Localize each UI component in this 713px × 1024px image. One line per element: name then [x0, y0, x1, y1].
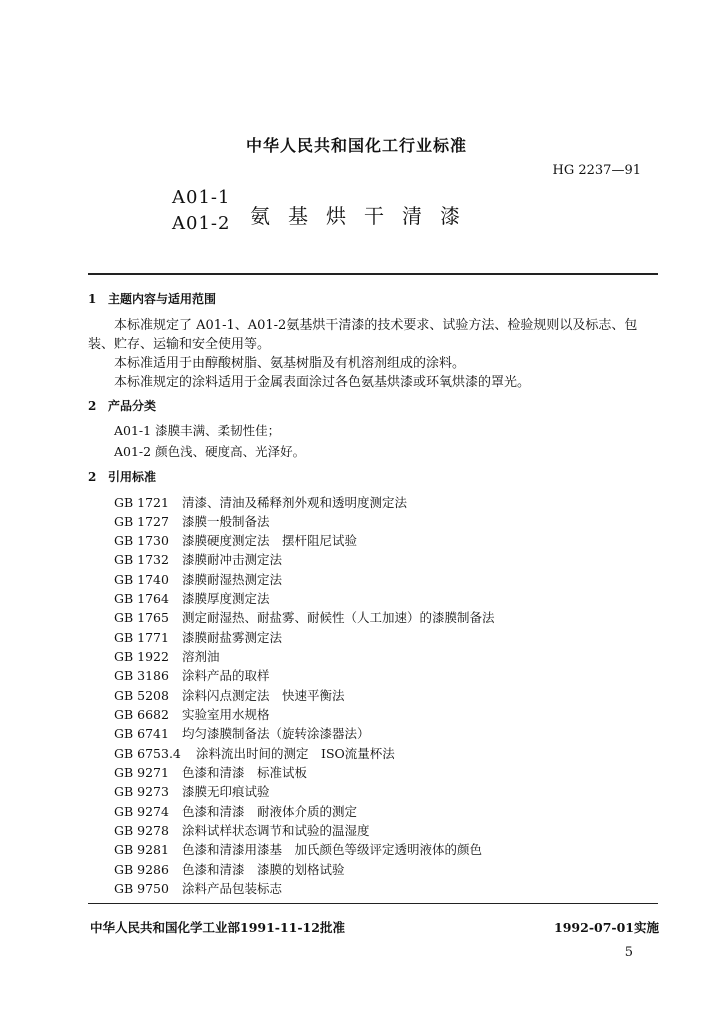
category-item: A01-1 漆膜丰满、柔韧性佳； [114, 423, 281, 438]
page-number: 5 [624, 945, 633, 960]
reference-row [114, 685, 345, 704]
reference-code: GB 9286 [114, 862, 169, 877]
reference-code: GB 9278 [114, 823, 169, 838]
reference-title: 溶剂油 [182, 649, 220, 664]
reference-row [114, 762, 307, 781]
reference-title: 漆膜耐湿热测定法 [182, 572, 283, 587]
reference-row [114, 492, 407, 511]
reference-code: GB 3186 [114, 668, 169, 683]
section-1-para-1-line-1: 本标准规定了 A01-1、A01-2氨基烘干清漆的技术要求、试验方法、检验规则以及标志、包 [114, 318, 638, 333]
reference-title: 涂料产品包装标志 [182, 881, 283, 896]
reference-title: 涂料闪点测定法 快速平衡法 [182, 688, 345, 703]
reference-code: GB 9273 [114, 784, 169, 799]
reference-title: 色漆和清漆 标准试板 [182, 765, 308, 780]
reference-title: 涂料流出时间的测定 ISO流量杯法 [196, 746, 395, 761]
top-rule [88, 273, 658, 275]
section-2-heading [88, 397, 156, 414]
section-1-para-2: 本标准适用于由醇酸树脂、氨基树脂及有机溶剂组成的涂料。 [114, 356, 466, 371]
section-3-heading [88, 468, 156, 485]
reference-title: 漆膜硬度测定法 摆杆阻尼试验 [182, 533, 358, 548]
reference-code: GB 1730 [114, 533, 169, 548]
reference-title: 均匀漆膜制备法（旋转涂漆器法） [182, 726, 370, 741]
product-code-2: A01-2 [172, 213, 231, 234]
section-title: 引用标准 [108, 470, 157, 484]
category-item: A01-2 颜色浅、硬度高、光泽好。 [114, 444, 306, 459]
reference-code: GB 5208 [114, 688, 169, 703]
header-title: 中华人民共和国化工行业标准 [245, 136, 467, 155]
reference-row [114, 530, 357, 549]
bottom-rule [88, 903, 658, 904]
reference-title: 漆膜无印痕试验 [182, 784, 270, 799]
reference-row [114, 743, 395, 762]
document-title: 氨基烘干清漆 [250, 204, 478, 228]
reference-title: 漆膜耐冲击测定法 [182, 552, 283, 567]
reference-code: GB 9750 [114, 881, 169, 896]
implementation-date: 1992-07-01实施 [554, 920, 659, 935]
reference-row [114, 627, 282, 646]
product-code-1: A01-1 [172, 187, 231, 208]
reference-title: 涂料产品的取样 [182, 668, 270, 683]
reference-title: 测定耐湿热、耐盐雾、耐候性（人工加速）的漆膜制备法 [182, 610, 495, 625]
reference-title: 漆膜耐盐雾测定法 [182, 630, 283, 645]
reference-row [114, 878, 282, 897]
section-title: 主题内容与适用范围 [108, 292, 217, 306]
reference-code: GB 6682 [114, 707, 169, 722]
reference-title: 清漆、清油及稀释剂外观和透明度测定法 [182, 495, 408, 510]
reference-row [114, 781, 270, 800]
standard-number: HG 2237—91 [552, 163, 641, 178]
reference-code: GB 1765 [114, 610, 169, 625]
reference-code: GB 1732 [114, 552, 169, 567]
reference-title: 色漆和清漆 耐液体介质的测定 [182, 804, 358, 819]
reference-code: GB 1740 [114, 572, 169, 587]
reference-code: GB 1727 [114, 514, 169, 529]
reference-row [114, 801, 357, 820]
reference-row [114, 665, 270, 684]
reference-row [114, 646, 220, 665]
section-number: 1 [88, 292, 97, 306]
reference-row [114, 607, 495, 626]
reference-row [114, 588, 270, 607]
reference-code: GB 6753.4 [114, 746, 181, 761]
section-number: 2 [88, 399, 97, 413]
reference-title: 涂料试样状态调节和试验的温湿度 [182, 823, 370, 838]
reference-code: GB 1764 [114, 591, 169, 606]
reference-row [114, 704, 270, 723]
approval-note: 中华人民共和国化学工业部1991-11-12批准 [90, 920, 345, 935]
reference-title: 色漆和清漆用漆基 加氏颜色等级评定透明液体的颜色 [182, 842, 483, 857]
reference-code: GB 6741 [114, 726, 169, 741]
reference-row [114, 820, 370, 839]
reference-title: 漆膜一般制备法 [182, 514, 270, 529]
section-number: 2 [88, 470, 97, 484]
reference-title: 漆膜厚度测定法 [182, 591, 270, 606]
section-title: 产品分类 [108, 399, 157, 413]
reference-code: GB 1721 [114, 495, 169, 510]
reference-row [114, 859, 345, 878]
reference-code: GB 9281 [114, 842, 169, 857]
reference-row [114, 839, 482, 858]
reference-code: GB 9271 [114, 765, 169, 780]
section-1-heading [88, 290, 216, 307]
section-1-para-1-line-2: 装、贮存、运输和安全使用等。 [88, 337, 271, 352]
reference-row [114, 569, 282, 588]
reference-row [114, 511, 270, 530]
reference-code: GB 1771 [114, 630, 169, 645]
reference-title: 实验室用水规格 [182, 707, 270, 722]
section-1-para-3: 本标准规定的涂料适用于金属表面涂过各色氨基烘漆或环氧烘漆的罩光。 [114, 375, 531, 390]
reference-code: GB 9274 [114, 804, 169, 819]
reference-title: 色漆和清漆 漆膜的划格试验 [182, 862, 345, 877]
reference-row [114, 723, 370, 742]
reference-row [114, 549, 282, 568]
reference-code: GB 1922 [114, 649, 169, 664]
